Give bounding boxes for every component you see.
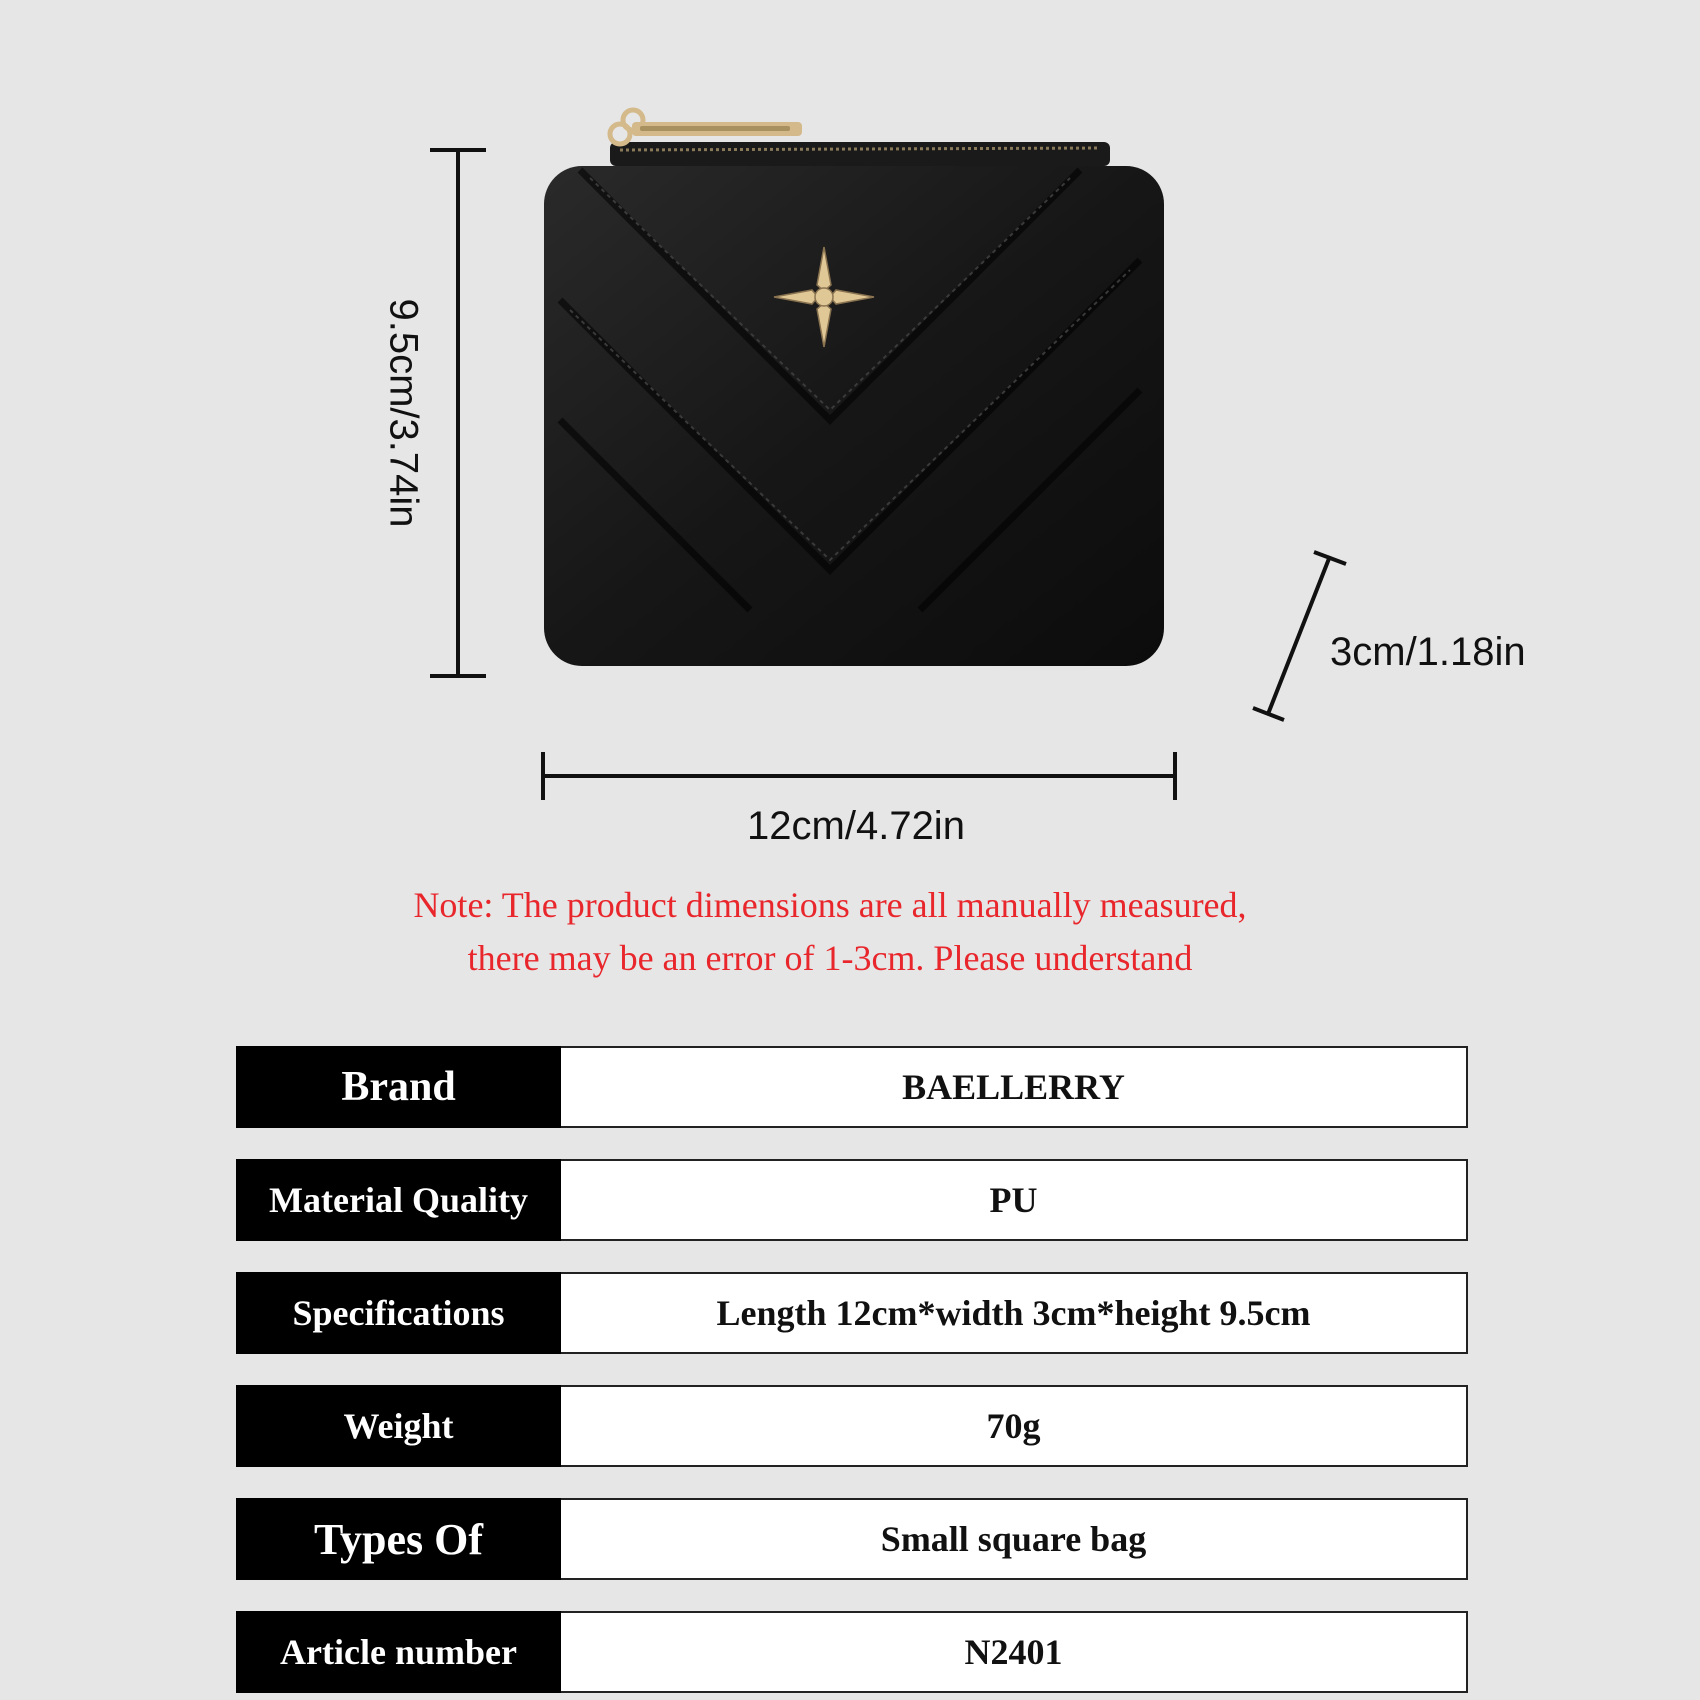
spec-value-article: N2401: [561, 1611, 1468, 1693]
height-dimension-line: [430, 150, 486, 676]
spec-label-brand: Brand: [236, 1046, 561, 1128]
spec-label-weight: Weight: [236, 1385, 561, 1467]
spec-row-article: [236, 1611, 1468, 1693]
width-dimension-line: [543, 752, 1175, 800]
wallet-illustration: [520, 100, 1180, 680]
spec-label-type: Types Of: [236, 1498, 561, 1580]
spec-row-weight: [236, 1385, 1468, 1467]
measurement-note-line-1: Note: The product dimensions are all manually measured,: [413, 885, 1247, 925]
width-dimension-label: 12cm/4.72in: [747, 804, 965, 848]
spec-row-material: [236, 1159, 1468, 1241]
height-dimension-label: 9.5cm/3.74in: [381, 298, 426, 528]
spec-label-material: Material Quality: [236, 1159, 561, 1241]
spec-value-material: PU: [561, 1159, 1468, 1241]
depth-dimension-label: 3cm/1.18in: [1330, 630, 1526, 674]
measurement-note-line-2: there may be an error of 1-3cm. Please understand: [467, 938, 1193, 978]
spec-label-article: Article number: [236, 1611, 561, 1693]
spec-row-brand: [236, 1046, 1468, 1128]
spec-value-type: Small square bag: [561, 1498, 1468, 1580]
wallet-body: [544, 166, 1164, 666]
spec-label-specifications: Specifications: [236, 1272, 561, 1354]
zipper-pull-icon[interactable]: [610, 110, 802, 144]
zipper-track: [610, 142, 1110, 166]
spec-value-brand: BAELLERRY: [561, 1046, 1468, 1128]
spec-row-specifications: [236, 1272, 1468, 1354]
spec-value-weight: 70g: [561, 1385, 1468, 1467]
spec-row-type: [236, 1498, 1468, 1580]
spec-value-specifications: Length 12cm*width 3cm*height 9.5cm: [561, 1272, 1468, 1354]
